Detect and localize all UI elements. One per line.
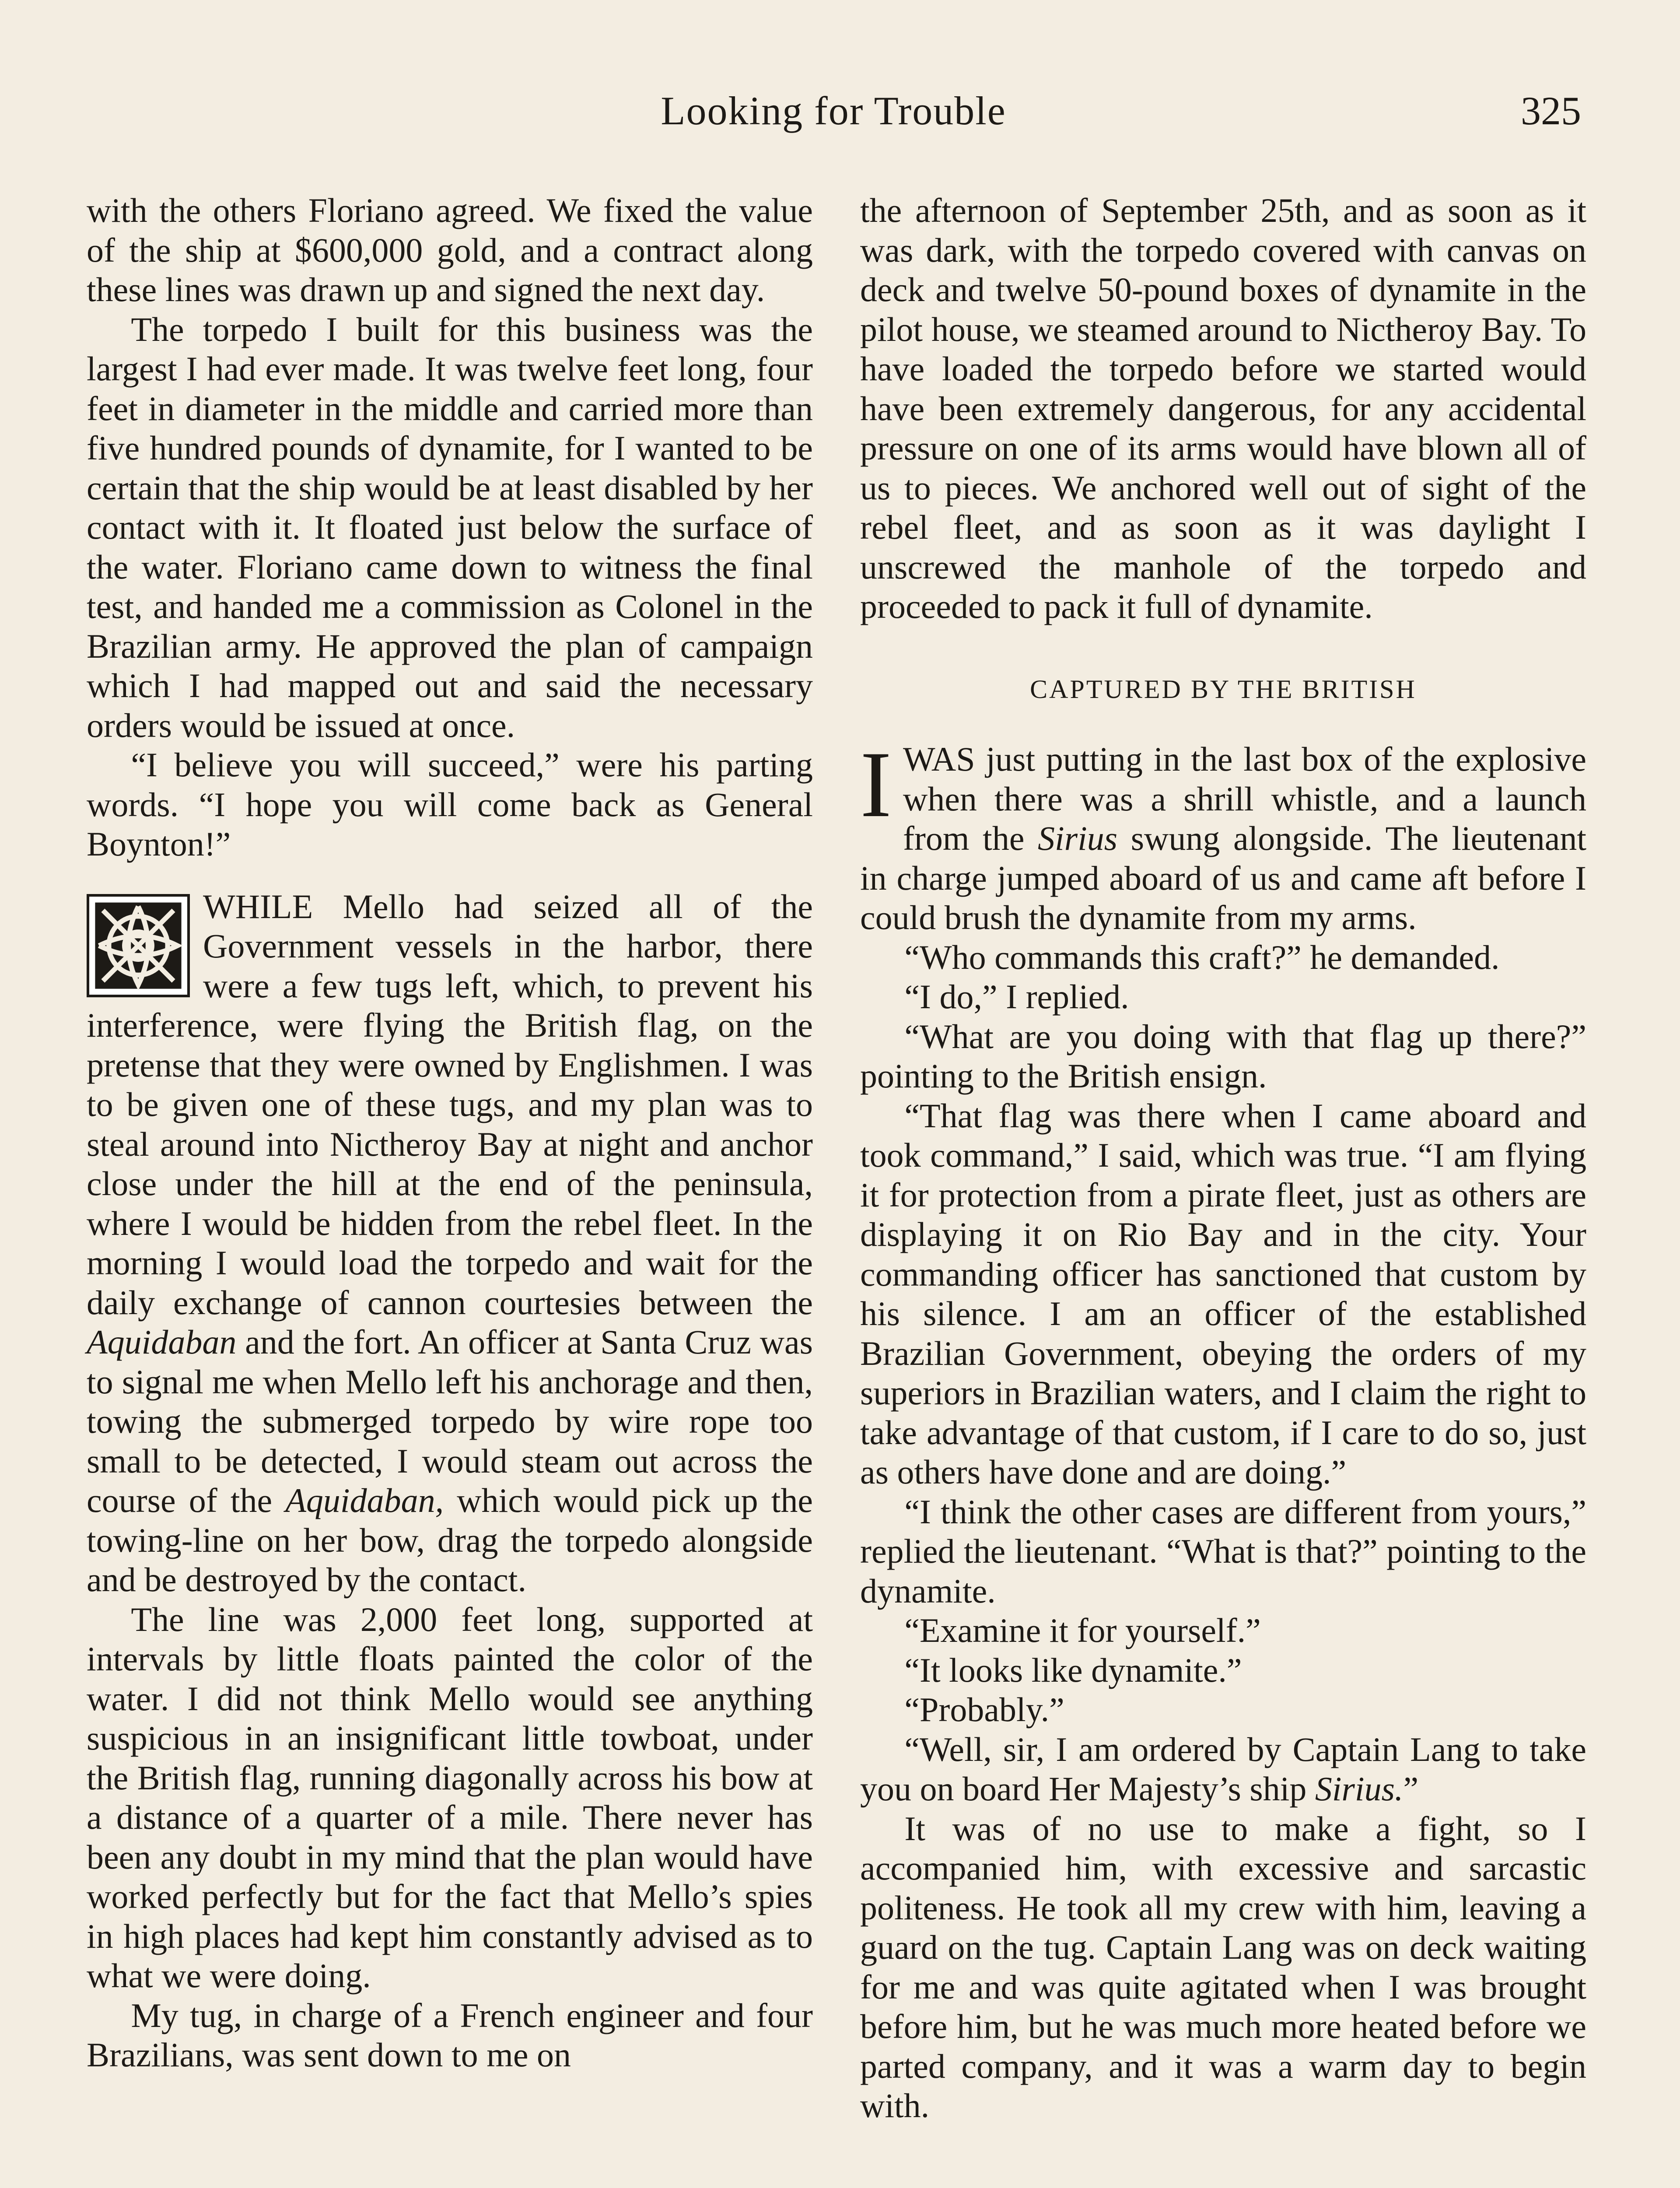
paragraph-text: and the fort. An officer at Santa Cruz was to signal me when Mello left his anchorage and then, towing the submerged torpedo by wire rope too small to be detected, I would steam out across the course of the [87,1323,813,1519]
paragraph [860,1730,1586,1809]
drop-cap: I [860,732,892,837]
paragraph-text: swung alongside. The lieutenant in charge jumped aboard of us and came aft before I could brush the dynamite from my arms. [860,819,1586,936]
ship-name: Sirius [1038,819,1118,857]
page-number: 325 [1521,88,1581,133]
paragraph: “Probably.” [904,1690,1064,1729]
right-column [860,191,1586,2126]
left-column [87,191,813,2075]
paragraph: the afternoon of September 25th, and as soon as it was dark, with the torpedo covered with canvas on deck and twelve 50-pound boxes of dynamite in the pilot house, we steamed around to Nictheroy Bay. To have loaded the torpedo before we started would have been extremely dangerous, for any accidental pressure on one of its arms would have blown all of us to pieces. We anchored well out of sight of the rebel fleet, and as soon as it was daylight I unscrewed the manhole of the torpedo and proceeded to pack it full of dynamite. [860,191,1586,625]
paragraph: “I think the other cases are different from yours,” replied the lieutenant. “What is that?” pointing to the dynamite. [860,1492,1586,1610]
paragraph-text: WHILE Mello had seized all of the Government vessels in the harbor, there were a few tugs left, which, to prevent his interference, were flying the British flag, on the pretense that they were owned by Englishmen. I was to be given one of these tugs, and my plan was to steal around into Nictheroy Bay at night and anchor close under the hill at the end of the peninsula, where I would be hidden from the rebel fleet. In the morning I would load the torpedo and wait for the daily exchange of cannon courtesies between the [87,887,813,1322]
paragraph: My tug, in charge of a French engineer and four Brazilians, was sent down to me on [87,1996,813,2074]
paragraph: “I believe you will succeed,” were his parting words. “I hope you will come back as General Boynton!” [87,746,813,863]
paragraph-text: which would pick up the towing-line on her bow, drag the torpedo alongside and be destroyed by the contact. [87,1481,813,1599]
paragraph: “It looks like dynamite.” [904,1651,1242,1689]
paragraph: with the others Floriano agreed. We fixed the value of the ship at $600,000 gold, and a contract along these lines was drawn up and signed the next day. [87,191,813,309]
page-header [86,88,1581,153]
paragraph: The line was 2,000 feet long, supported at intervals by little floats painted the color of the water. I did not think Mello would see anything suspicious in an insignificant little towboat, under the British flag, running diagonally across his bow at a distance of a quarter of a mile. There never has been any doubt in my mind that the plan would have worked perfectly but for the fact that Mello’s spies in high places had kept him constantly advised as to what we were doing. [87,1600,813,1995]
ship-name: Aquidaban, [285,1481,444,1519]
section-heading: CAPTURED BY THE BRITISH [1030,674,1417,704]
paragraph: The torpedo I built for this business was the largest I had ever made. It was twelve feet long, four feet in diameter in the middle and carried more than five hundred pounds of dynamite, for I wanted to be certain that the ship would be at least disabled by her contact with it. It floated just below the surface of the water. Floriano came down to witness the final test, and handed me a commission as Colonel in the Brazilian army. He approved the plan of campaign which I had mapped out and said the necessary orders would be issued at once. [87,310,813,744]
paragraph-text: “Well, sir, I am ordered by Captain Lang to take you on board Her Majesty’s ship [860,1730,1586,1808]
ornamented-paragraph [87,887,813,1600]
ship-name: Sirius. [1315,1770,1404,1808]
closing-quote: ” [1403,1770,1419,1808]
paragraph: “Examine it for yourself.” [904,1611,1261,1649]
paragraph-text: WAS just putting in the last box of the explosive when there was a shrill whistle, and a launch from the [903,740,1586,857]
ship-name: Aquidaban [87,1323,237,1361]
dropcap-paragraph [860,732,1586,938]
celtic-knot-ornament-icon [87,894,190,997]
paragraph: “Who commands this craft?” he demanded. [904,938,1500,976]
running-title: Looking for Trouble [661,88,1006,133]
paragraph: “I do,” I replied. [904,978,1129,1016]
paragraph: It was of no use to make a fight, so I accompanied him, with excessive and sarcastic politeness. He took all my crew with him, leaving a guard on the tug. Captain Lang was on deck waiting for me and was quite agitated when I was brought before him, but he was much more heated before we parted company, and it was a warm day to begin with. [860,1809,1586,2125]
paragraph: “That flag was there when I came aboard and took command,” I said, which was true. “I am flying it for protection from a pirate fleet, just as others are displaying it on Rio Bay and in the city. Your commanding officer has sanctioned that custom by his silence. I am an officer of the established Brazilian Government, obeying the orders of my superiors in Brazilian waters, and I claim the right to take advantage of that custom, if I care to do so, just as others have done and are doing.” [860,1096,1586,1491]
paragraph: “What are you doing with that flag up there?” pointing to the British ensign. [860,1017,1586,1095]
